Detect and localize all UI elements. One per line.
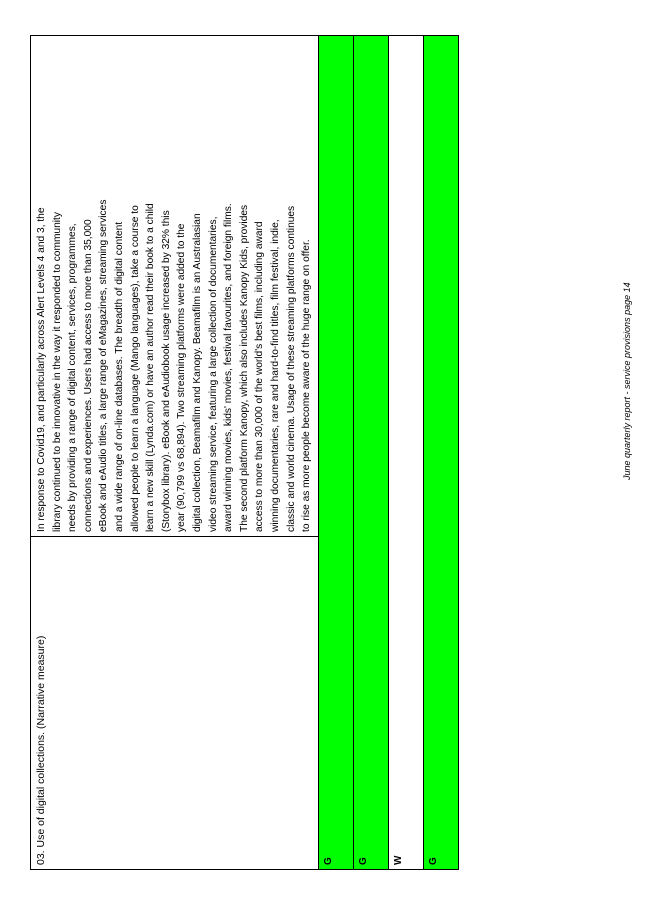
table-row (353, 36, 388, 870)
commentary-line: digital collection, Beamafilm and Kanopy. Beamafilm is an Australasian (191, 213, 203, 532)
commentary-line: The second platform Kanopy, which also includes Kanopy Kids, provides (238, 204, 250, 532)
commentary-line: video streaming service, featuring a large collection of documentaries, (207, 216, 219, 532)
table-row (388, 36, 423, 870)
performance-table (30, 35, 459, 870)
rating-cell: G (318, 36, 353, 870)
commentary-line: connections and experiences. Users had access to more than 35,000 (82, 219, 94, 532)
commentary-line: and a wide range of on-line databases. The breadth of digital content (113, 221, 125, 532)
table-row (31, 36, 319, 870)
commentary-line: In response to Covid19, and particularly across Alert Levels 4 and 3, the (36, 207, 47, 532)
commentary-line: (Storybox library). eBook and eAudiobook usage increased by 32% this (160, 210, 172, 532)
page-footer: June quarterly report - service provisions page 14 (622, 282, 632, 480)
commentary-line: needs by providing a range of digital content, services, programmes, (67, 223, 79, 532)
commentary-line: library continued to be innovative in the way it responded to community (51, 212, 63, 532)
commentary-line: winning documentaries, rare and hard-to-find titles, film festival, indie, (269, 219, 281, 532)
commentary-line: to rise as more people become aware of the huge range on offer. (301, 239, 313, 532)
commentary-line: year (90,799 vs 68,894). Two streaming platforms were added to the (176, 223, 188, 532)
commentary-cell (31, 36, 319, 537)
commentary-line: eBook and eAudio titles, a large range of eMagazines, streaming services (98, 199, 110, 532)
table-row (318, 36, 353, 870)
measure-cell: 03. Use of digital collections. (Narrative measure) (31, 537, 319, 870)
commentary-line: classic and world cinema. Usage of these streaming platforms continues (285, 205, 297, 532)
rating-cell: G (353, 36, 388, 870)
commentary-line: award winning movies, kids' movies, festival favourites, and foreign films. (223, 203, 235, 532)
table-row (423, 36, 458, 870)
rotated-page (30, 46, 439, 870)
commentary-line: allowed people to learn a language (Mango languages), take a course to (129, 205, 141, 532)
commentary-line: access to more than 30,000 of the world's best films, including award (254, 221, 266, 532)
rating-cell: W (388, 36, 423, 870)
rating-cell: G (423, 36, 458, 870)
commentary-line: learn a new skill (Lynda.com) or have an author read their book to a child (145, 203, 157, 532)
